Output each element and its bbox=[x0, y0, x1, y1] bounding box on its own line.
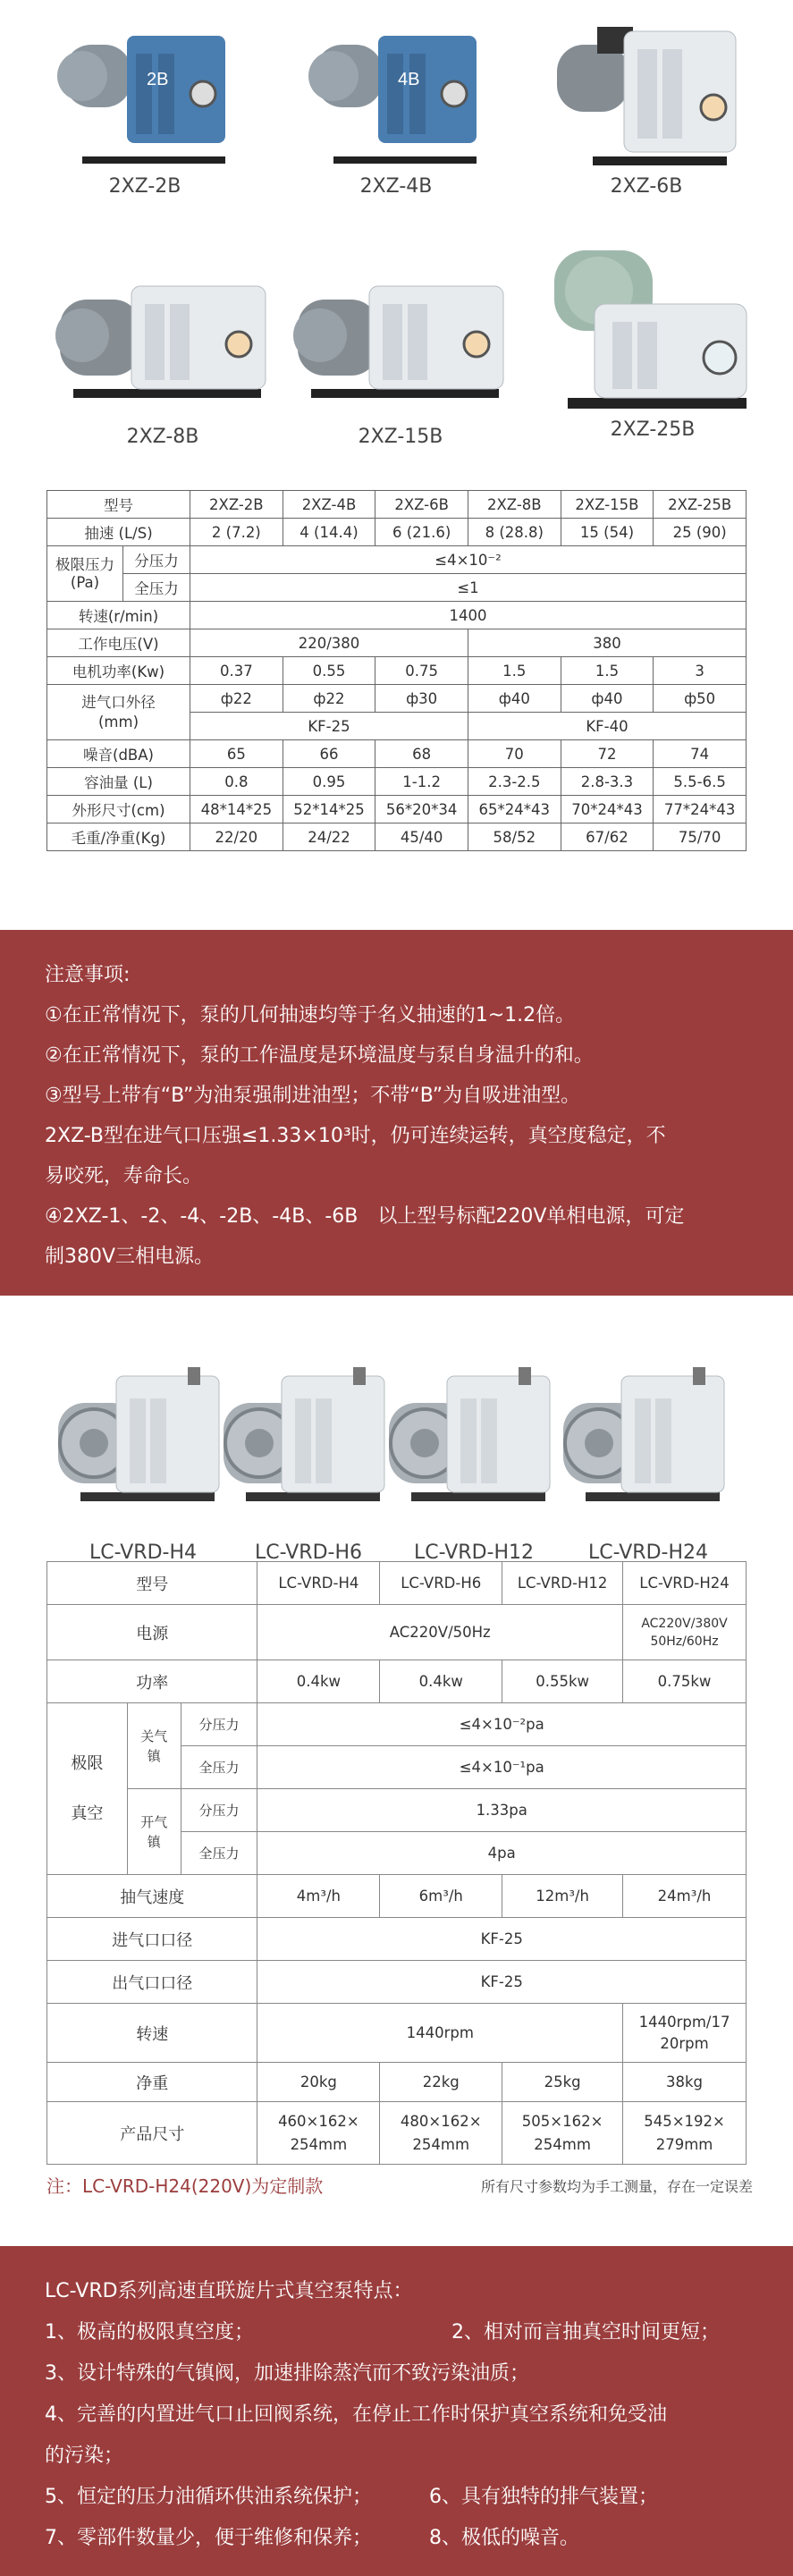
list-item bbox=[45, 2518, 760, 2559]
table-cell: 25kg bbox=[502, 2063, 623, 2102]
vrd-section bbox=[0, 1296, 793, 2246]
note-line: ②在正常情况下，泵的工作温度是环境温度与泵自身温升的和。 bbox=[45, 1044, 594, 1067]
pump-2xz-8b bbox=[46, 259, 279, 448]
vrd-rpm-b bbox=[623, 2004, 747, 2063]
feature-text: 8、极低的噪音。 bbox=[429, 2527, 579, 2549]
vrd-open-ballast-label bbox=[127, 1789, 181, 1875]
vrd-open-partial: 1.33pa bbox=[257, 1789, 747, 1832]
total-value: ≤1 bbox=[190, 574, 747, 602]
pump-2xz-4b bbox=[280, 9, 512, 198]
vrd-outlet-value: KF-25 bbox=[257, 1961, 747, 2004]
table-cell bbox=[257, 2102, 380, 2165]
table-row bbox=[47, 1605, 747, 1660]
size-line-2: 279mm bbox=[655, 2135, 713, 2153]
table-row bbox=[47, 796, 747, 823]
table-row bbox=[47, 1660, 747, 1703]
table-cell: 58/52 bbox=[468, 823, 561, 851]
custom-note-right: 所有尺寸参数均为手工测量，存在一定误差 bbox=[480, 2178, 753, 2195]
vrd-total-label: 全压力 bbox=[181, 1832, 257, 1875]
note-line: 制380V三相电源。 bbox=[45, 1246, 215, 1268]
table-cell: LC-VRD-H12 bbox=[502, 1562, 623, 1605]
table-cell: 56*20*34 bbox=[375, 796, 468, 823]
table-cell: 66 bbox=[283, 740, 375, 768]
vrd-net-label: 净重 bbox=[47, 2063, 257, 2102]
table-cell: 0.8 bbox=[190, 768, 283, 796]
note-line: ③型号上带有“B”为油泵强制进油型；不带“B”为自吸进油型。 bbox=[45, 1085, 581, 1107]
vrd-power-src-b2: 50Hz/60Hz bbox=[650, 1634, 719, 1649]
table-cell: 24m³/h bbox=[623, 1875, 747, 1918]
table-cell: 68 bbox=[375, 740, 468, 768]
vrd-open-label-1: 开气 bbox=[140, 1813, 168, 1830]
vrd-ultimate-label-2: 真空 bbox=[71, 1803, 104, 1823]
table-cell: 24/22 bbox=[283, 823, 375, 851]
note-line: ④2XZ-1、-2、-4、-2B、-4B、-6B 以上型号标配220V单相电源，可定 bbox=[45, 1205, 685, 1228]
pump-vrd-h24 bbox=[559, 1349, 738, 1564]
table-cell: 1.5 bbox=[468, 657, 561, 685]
table-cell: 0.37 bbox=[190, 657, 283, 685]
table-row bbox=[47, 1875, 747, 1918]
features-section bbox=[0, 2246, 793, 2576]
table-cell bbox=[623, 2102, 747, 2165]
table-row bbox=[47, 657, 747, 685]
table-cell: 65 bbox=[190, 740, 283, 768]
vrd-open-label-2: 镇 bbox=[147, 1833, 161, 1850]
table-cell: LC-VRD-H4 bbox=[257, 1562, 380, 1605]
table-row bbox=[47, 823, 747, 851]
pump-vrd-h4-image bbox=[54, 1349, 232, 1528]
pump-2xz-25b-label: 2XZ-25B bbox=[610, 418, 696, 441]
pump-2xz-6b bbox=[530, 9, 763, 198]
table-cell: 77*24*43 bbox=[654, 796, 747, 823]
note-line: 2XZ-B型在进气口压强≤1.33×10³时，仍可连续运转，真空度稳定，不 bbox=[45, 1125, 666, 1147]
feature-text: 4、完善的内置进气口止回阀系统，在停止工作时保护真空系统和免受油 bbox=[45, 2403, 667, 2426]
vrd-partial-label: 分压力 bbox=[181, 1703, 257, 1746]
table-cell: LC-VRD-H24 bbox=[623, 1562, 747, 1605]
pump-2xz-8b-label: 2XZ-8B bbox=[126, 426, 199, 448]
table-cell bbox=[380, 2102, 502, 2165]
vrd-rpm-label: 转速 bbox=[47, 2004, 257, 2063]
pump-2xz-4b-plate: 4B bbox=[398, 70, 420, 89]
table-cell: 8 (28.8) bbox=[468, 519, 561, 546]
list-item bbox=[45, 2353, 760, 2394]
table-cell: 2XZ-6B bbox=[375, 491, 468, 519]
pump-2xz-25b-image bbox=[536, 241, 769, 420]
vrd-model-label: 型号 bbox=[47, 1562, 257, 1605]
feature-text: 5、恒定的压力油循环供油系统保护； bbox=[45, 2486, 372, 2508]
vrd-inlet-value: KF-25 bbox=[257, 1918, 747, 1961]
feature-text: 6、具有独特的排气装置； bbox=[429, 2486, 658, 2508]
table-cell: LC-VRD-H6 bbox=[380, 1562, 502, 1605]
partial-label: 分压力 bbox=[123, 546, 190, 574]
custom-note-left: 注：LC-VRD-H24(220V)为定制款 bbox=[46, 2175, 324, 2197]
table-cell: 2XZ-25B bbox=[654, 491, 747, 519]
weight-label: 毛重/净重(Kg) bbox=[47, 823, 190, 851]
list-item bbox=[45, 2436, 760, 2477]
table-row bbox=[47, 519, 747, 546]
power-label: 电机功率(Kw) bbox=[47, 657, 190, 685]
table-cell: 2XZ-2B bbox=[190, 491, 283, 519]
list-item bbox=[45, 2477, 760, 2518]
size-line-2: 254mm bbox=[534, 2135, 591, 2153]
inlet-a: KF-25 bbox=[190, 713, 468, 740]
table-cell: 0.75 bbox=[375, 657, 468, 685]
table-cell: ф50 bbox=[654, 685, 747, 713]
table-cell: 70*24*43 bbox=[561, 796, 654, 823]
table-row bbox=[47, 1703, 747, 1746]
ultimate-pressure-label: 极限压力 (Pa) bbox=[47, 546, 123, 602]
table-cell: 52*14*25 bbox=[283, 796, 375, 823]
vrd-ultimate-label bbox=[47, 1703, 128, 1875]
table-cell: 45/40 bbox=[375, 823, 468, 851]
table-row bbox=[47, 2063, 747, 2102]
vrd-closed-total: ≤4×10⁻¹pa bbox=[257, 1746, 747, 1789]
table-row bbox=[47, 740, 747, 768]
table-cell: ф40 bbox=[561, 685, 654, 713]
table-cell: 4m³/h bbox=[257, 1875, 380, 1918]
size-line-2: 254mm bbox=[290, 2135, 348, 2153]
table-cell bbox=[502, 2102, 623, 2165]
notes-section bbox=[0, 930, 793, 1296]
table-row bbox=[47, 2102, 747, 2165]
table-cell: 6 (21.6) bbox=[375, 519, 468, 546]
partial-value: ≤4×10⁻² bbox=[190, 546, 747, 574]
table-cell: 74 bbox=[654, 740, 747, 768]
table-cell: 1.5 bbox=[561, 657, 654, 685]
pump-2xz-6b-label: 2XZ-6B bbox=[610, 175, 683, 198]
voltage-a: 220/380 bbox=[190, 629, 468, 657]
noise-label: 噪音(dBA) bbox=[47, 740, 190, 768]
table-cell: 70 bbox=[468, 740, 561, 768]
table-cell: 1-1.2 bbox=[375, 768, 468, 796]
top-spec-section bbox=[0, 0, 793, 930]
pump-vrd-h12 bbox=[384, 1349, 563, 1564]
notes-title: 注意事项: bbox=[45, 964, 131, 986]
size-line-1: 505×162× bbox=[521, 2112, 603, 2130]
table-cell: 0.4kw bbox=[257, 1660, 380, 1703]
table-row bbox=[47, 685, 747, 713]
table-cell: 0.4kw bbox=[380, 1660, 502, 1703]
vrd-closed-label-2: 镇 bbox=[147, 1747, 161, 1764]
oil-label: 容油量 (L) bbox=[47, 768, 190, 796]
rpm-value: 1400 bbox=[190, 602, 747, 629]
custom-note bbox=[46, 2172, 753, 2198]
table-cell: 5.5-6.5 bbox=[654, 768, 747, 796]
pump-2xz-2b-plate: 2B bbox=[147, 70, 169, 89]
vrd-power-src-a: AC220V/50Hz bbox=[257, 1605, 623, 1660]
vrd-power-label: 功率 bbox=[47, 1660, 257, 1703]
table-cell: 3 bbox=[654, 657, 747, 685]
size-line-1: 480×162× bbox=[400, 2112, 482, 2130]
pump-2xz-15b-label: 2XZ-15B bbox=[358, 426, 443, 448]
feature-text: 2、相对而言抽真空时间更短； bbox=[451, 2321, 720, 2344]
table-cell: 2.8-3.3 bbox=[561, 768, 654, 796]
table-row bbox=[47, 491, 747, 519]
table-row bbox=[47, 546, 747, 574]
table-cell: ф30 bbox=[375, 685, 468, 713]
table-row bbox=[47, 1789, 747, 1832]
pump-vrd-h4-label: LC-VRD-H4 bbox=[89, 1541, 198, 1564]
pump-2xz-4b-label: 2XZ-4B bbox=[359, 175, 433, 198]
total-label: 全压力 bbox=[123, 574, 190, 602]
table-cell: 38kg bbox=[623, 2063, 747, 2102]
pump-2xz-6b-image bbox=[530, 9, 763, 170]
voltage-b: 380 bbox=[468, 629, 746, 657]
vrd-inlet-label: 进气口口径 bbox=[47, 1918, 257, 1961]
vrd-closed-partial: ≤4×10⁻²pa bbox=[257, 1703, 747, 1746]
table-cell: 0.55kw bbox=[502, 1660, 623, 1703]
vrd-power-src-label: 电源 bbox=[47, 1605, 257, 1660]
pump-2xz-25b bbox=[536, 241, 769, 441]
table-cell: ф22 bbox=[283, 685, 375, 713]
table-row bbox=[47, 602, 747, 629]
list-item bbox=[45, 2312, 760, 2353]
pump-vrd-h6-image bbox=[219, 1349, 398, 1528]
vrd-rpm-a: 1440rpm bbox=[257, 2004, 623, 2063]
list-item bbox=[45, 2394, 760, 2436]
pump-vrd-h24-label: LC-VRD-H24 bbox=[587, 1541, 709, 1564]
vrd-rpm-b1: 1440rpm/17 bbox=[638, 2013, 730, 2031]
size-line-2: 254mm bbox=[412, 2135, 470, 2153]
spec-table-vrd bbox=[46, 1561, 747, 2165]
table-cell: 2.3-2.5 bbox=[468, 768, 561, 796]
table-cell: 25 (90) bbox=[654, 519, 747, 546]
vrd-total-label: 全压力 bbox=[181, 1746, 257, 1789]
table-row bbox=[47, 768, 747, 796]
pump-vrd-h4 bbox=[54, 1349, 232, 1564]
vrd-partial-label: 分压力 bbox=[181, 1789, 257, 1832]
table-cell: 22/20 bbox=[190, 823, 283, 851]
table-cell: 0.95 bbox=[283, 768, 375, 796]
table-row bbox=[47, 1961, 747, 2004]
inlet-b: KF-40 bbox=[468, 713, 746, 740]
table-cell: 0.75kw bbox=[623, 1660, 747, 1703]
pump-2xz-2b-image bbox=[29, 9, 261, 170]
table-cell: 4 (14.4) bbox=[283, 519, 375, 546]
vrd-open-total: 4pa bbox=[257, 1832, 747, 1875]
vrd-outlet-label: 出气口口径 bbox=[47, 1961, 257, 2004]
model-label: 型号 bbox=[47, 491, 190, 519]
feature-text: 的污染； bbox=[45, 2445, 124, 2467]
table-row bbox=[47, 629, 747, 657]
table-cell: 20kg bbox=[257, 2063, 380, 2102]
vrd-closed-label-1: 关气 bbox=[140, 1727, 168, 1744]
features-title: LC-VRD系列高速直联旋片式真空泵特点： bbox=[45, 2280, 413, 2302]
vrd-closed-ballast-label bbox=[127, 1703, 181, 1789]
pump-2xz-4b-image bbox=[280, 9, 512, 170]
feature-text: 7、零部件数量少，便于维修和保养； bbox=[45, 2527, 372, 2549]
table-cell: 2XZ-15B bbox=[561, 491, 654, 519]
pump-2xz-2b bbox=[29, 9, 261, 198]
rpm-label: 转速(r/min) bbox=[47, 602, 190, 629]
note-line: 易咬死，寿命长。 bbox=[45, 1165, 203, 1187]
size-line-1: 545×192× bbox=[644, 2112, 725, 2130]
pump-vrd-h6 bbox=[219, 1349, 398, 1564]
speed-label: 抽速 (L/S) bbox=[47, 519, 190, 546]
pump-vrd-h24-image bbox=[559, 1349, 738, 1528]
size-line-1: 460×162× bbox=[278, 2112, 359, 2130]
table-cell: 12m³/h bbox=[502, 1875, 623, 1918]
table-row bbox=[47, 1562, 747, 1605]
pump-vrd-h12-label: LC-VRD-H12 bbox=[413, 1541, 535, 1564]
note-line: ①在正常情况下，泵的几何抽速均等于名义抽速的1~1.2倍。 bbox=[45, 1004, 576, 1026]
table-row bbox=[47, 1918, 747, 1961]
table-cell: 75/70 bbox=[654, 823, 747, 851]
pump-vrd-h6-label: LC-VRD-H6 bbox=[254, 1541, 363, 1564]
feature-text: 3、设计特殊的气镇阀，加速排除蒸汽而不致污染油质； bbox=[45, 2362, 529, 2385]
dim-label: 外形尺寸(cm) bbox=[47, 796, 190, 823]
vrd-power-src-b1: AC220V/380V bbox=[641, 1616, 728, 1631]
pump-2xz-8b-image bbox=[46, 259, 279, 420]
pump-vrd-h12-image bbox=[384, 1349, 563, 1528]
vrd-rpm-b2: 20rpm bbox=[660, 2034, 709, 2052]
vrd-ultimate-label-1: 极限 bbox=[71, 1753, 104, 1773]
spec-table-2xz bbox=[46, 490, 747, 851]
table-cell: 48*14*25 bbox=[190, 796, 283, 823]
table-cell: 15 (54) bbox=[561, 519, 654, 546]
table-cell: ф22 bbox=[190, 685, 283, 713]
feature-text: 1、极高的极限真空度； bbox=[45, 2321, 254, 2344]
table-cell: 2 (7.2) bbox=[190, 519, 283, 546]
table-cell: 0.55 bbox=[283, 657, 375, 685]
table-cell: 72 bbox=[561, 740, 654, 768]
table-cell: 67/62 bbox=[561, 823, 654, 851]
table-cell: 65*24*43 bbox=[468, 796, 561, 823]
voltage-label: 工作电压(V) bbox=[47, 629, 190, 657]
table-cell: 2XZ-4B bbox=[283, 491, 375, 519]
table-row bbox=[47, 574, 747, 602]
table-cell: 22kg bbox=[380, 2063, 502, 2102]
vrd-speed-label: 抽气速度 bbox=[47, 1875, 257, 1918]
pump-2xz-2b-label: 2XZ-2B bbox=[108, 175, 181, 198]
table-cell: 6m³/h bbox=[380, 1875, 502, 1918]
table-cell: 2XZ-8B bbox=[468, 491, 561, 519]
vrd-power-src-b bbox=[623, 1605, 747, 1660]
table-cell: ф40 bbox=[468, 685, 561, 713]
inlet-label: 进气口外径 (mm) bbox=[47, 685, 190, 740]
pump-2xz-15b bbox=[284, 259, 517, 448]
vrd-size-label: 产品尺寸 bbox=[47, 2102, 257, 2165]
pump-2xz-15b-image bbox=[284, 259, 517, 420]
table-row bbox=[47, 2004, 747, 2063]
